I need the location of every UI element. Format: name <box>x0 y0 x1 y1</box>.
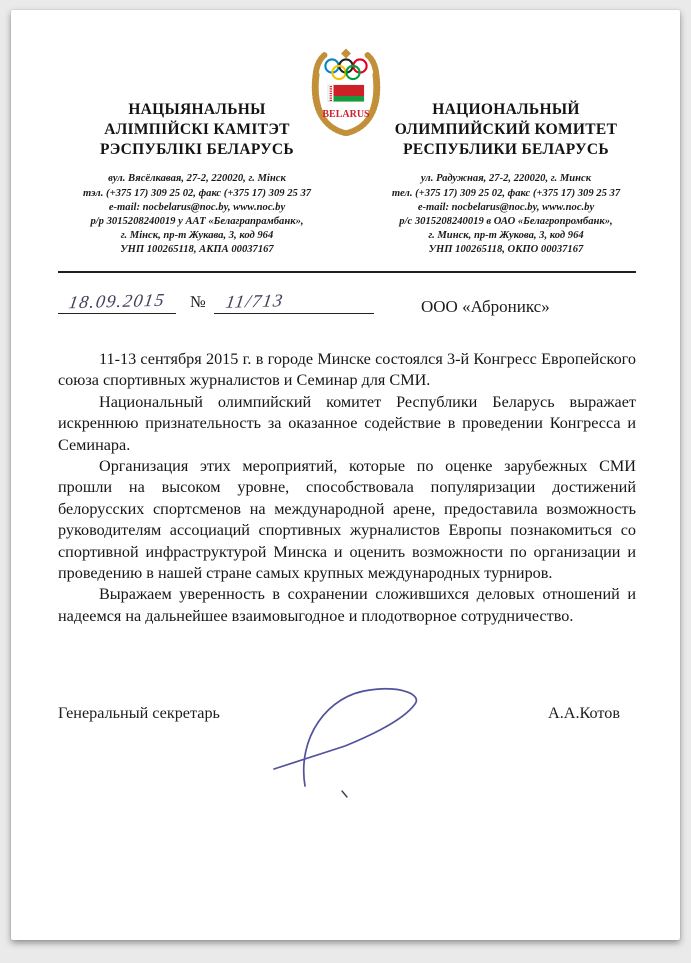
org-title-by-line3: РЭСПУБЛІКІ БЕЛАРУСЬ <box>100 140 294 158</box>
letter-page <box>11 10 680 940</box>
address-by-street: вул. Вясёлкавая, 27-2, 220020, г. Мінск <box>108 173 286 185</box>
olympic-rings-icon <box>325 59 366 79</box>
number-sign: № <box>190 292 206 311</box>
logo-label: BELARUS <box>321 109 370 120</box>
address-by-bank-addr: г. Мінск, пр-т Жукава, 3, код 964 <box>120 229 274 241</box>
date-field <box>58 291 176 314</box>
number-field <box>214 291 374 314</box>
signer-name: А.А.Котов <box>548 704 620 722</box>
org-address-ru <box>360 172 652 256</box>
org-title-by-line1: НАЦЫЯНАЛЬНЫ <box>128 101 266 118</box>
handwritten-number: 11/713 <box>224 290 286 312</box>
address-ru-phone: тел. (+375 17) 309 25 02, факс (+375 17) 309 25 37 <box>391 187 621 199</box>
address-ru-email: e-mail: nocbelarus@noc.by, www.noc.by <box>417 201 595 213</box>
reference-row <box>58 291 636 325</box>
address-by-bank: р/р 3015208240019 у ААТ «Белаграпрамбанк», <box>90 215 304 227</box>
address-ru-ids: УНП 100265118, ОКПО 00037167 <box>428 243 584 255</box>
paragraph-organization: Организация этих мероприятий, которые по оценке зарубежных СМИ прошли на высоком уровне, способствовала популяризации достижений белорусских спортсменов на международной арене, предоставила возможность руководителям ассоциаций спортивных журналистов Европы познакомиться со спортивной инфраструктурой Минска и оценить возможности по организации и проведению в нашей стране самых крупных международных турниров. <box>58 457 636 583</box>
paragraph-gratitude: Национальный олимпийский комитет Республики Беларусь выражает искреннюю признательность за оказанное содействие в проведении Конгресса и Семинара. <box>58 392 636 454</box>
org-title-ru-line1: НАЦИОНАЛЬНЫЙ <box>432 101 580 118</box>
handwritten-date: 18.09.2015 <box>67 289 167 313</box>
letterhead-divider <box>58 271 636 273</box>
address-by-email: e-mail: nocbelarus@noc.by, www.noc.by <box>108 201 286 213</box>
letter-body <box>58 349 636 627</box>
org-title-ru <box>360 100 652 159</box>
address-ru-street: ул. Радужная, 27-2, 220020, г. Минск <box>420 173 592 185</box>
address-ru-bank: р/с 3015208240019 в ОАО «Белагропромбанк», <box>399 215 613 227</box>
signer-position: Генеральный секретарь <box>58 704 220 722</box>
org-title-by-line2: АЛІМПІЙСКІ КАМІТЭТ <box>104 120 290 138</box>
handwritten-signature-icon <box>251 682 437 804</box>
org-title-by <box>51 100 343 159</box>
address-by-phone: тэл. (+375 17) 309 25 02, факс (+375 17) 309 25 37 <box>82 187 312 199</box>
letterhead-right-column <box>360 100 652 257</box>
org-title-ru-line3: РЕСПУБЛИКИ БЕЛАРУСЬ <box>403 140 609 158</box>
org-title-ru-line2: ОЛИМПИЙСКИЙ КОМИТЕТ <box>394 120 618 138</box>
paragraph-cooperation: Выражаем уверенность в сохранении сложившихся деловых отношений и надеемся на дальнейшее взаимовыгодное и плодотворное сотрудничество. <box>58 585 636 625</box>
letterhead <box>11 10 680 272</box>
letterhead-left-column <box>51 100 343 257</box>
recipient: ООО «Аброникс» <box>421 297 550 316</box>
org-address-by <box>51 172 343 256</box>
address-ru-bank-addr: г. Минск, пр-т Жукова, 3, код 964 <box>428 229 584 241</box>
paragraph-congress: 11-13 сентября 2015 г. в городе Минске состоялся 3-й Конгресс Европейского союза спортивных журналистов и Семинар для СМИ. <box>58 350 636 390</box>
address-by-ids: УНП 100265118, АКПА 00037167 <box>120 243 274 255</box>
